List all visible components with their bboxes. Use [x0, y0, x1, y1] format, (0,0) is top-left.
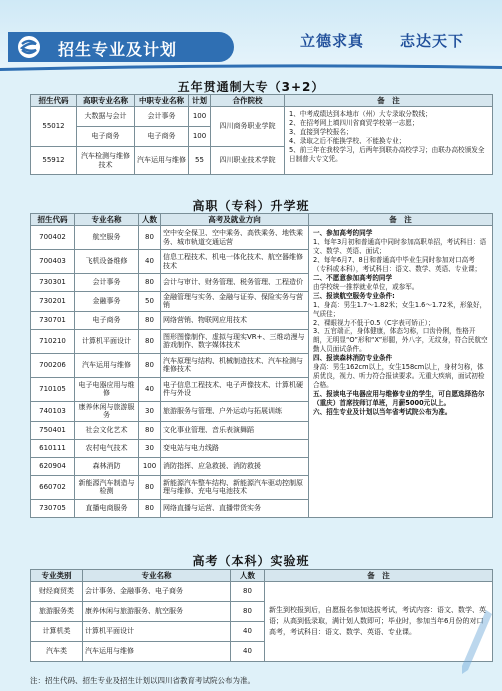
table-row [31, 107, 493, 127]
note-line: 3、五官端正，身体健康，体态匀称，口齿伶俐，性格开朗，无明显“O”形和“X”形腿，外八字，无纹身，符合民航空勤人员面试条件。 [313, 327, 488, 354]
col-header: 高职专业名称 [77, 95, 135, 107]
section3-title: 高考（本科）实验班 [192, 554, 310, 568]
code-cell: 730301 [31, 274, 75, 292]
school-cell: 四川职业技术学院 [211, 147, 285, 175]
slogan-right: 志达天下 [400, 32, 465, 50]
col-header: 人数 [231, 570, 265, 582]
code-cell: 55912 [31, 147, 77, 175]
direction-cell: 新能源汽车整车结构、新能源汽车驱动控制原理与维修、充电与电池技术 [161, 475, 309, 499]
cat-cell: 财经商贸类 [31, 582, 83, 602]
num-cell: 30 [139, 439, 161, 457]
footnote: 注：招生代码、招生专业及招生计划以四川省教育考试院公布为准。 [30, 676, 255, 685]
name-cell: 社会文化艺术 [75, 421, 139, 439]
name-cell: 会计事务 [75, 274, 139, 292]
col-header: 合作院校 [211, 95, 285, 107]
name-cell: 航空服务 [75, 226, 139, 250]
direction-cell: 金融管理与实务、金融与证券、保险实务与营销 [161, 292, 309, 312]
zz-cell: 会计事务 [135, 107, 189, 127]
num-cell: 80 [139, 274, 161, 292]
note-line: 2、在招考网上填四川省商贸学校第一志愿； [289, 118, 419, 127]
code-cell: 730201 [31, 292, 75, 312]
note-line: 一、参加高考的同学 [313, 229, 373, 237]
note-line: 由学校统一推荐就业单位，或参军。 [313, 282, 419, 291]
note-line: 身高：男生162cm以上，女生158cm以上，身材匀称，体质优良，视力、听力符合报读要求。无重大疾病，面试初检合格。 [313, 363, 485, 390]
col-header: 备 注 [285, 95, 493, 107]
direction-cell: 汽车原理与结构、机械制造技术、汽车检测与维修技术 [161, 353, 309, 377]
num-cell: 40 [231, 642, 265, 662]
header-swoosh [0, 62, 502, 72]
plan-cell: 100 [189, 127, 211, 147]
code-cell: 700402 [31, 226, 75, 250]
code-cell: 730705 [31, 499, 75, 517]
name-cell: 新能源汽车制造与检测 [75, 475, 139, 499]
note-line: 3、直接到学校报名； [289, 127, 353, 136]
school-logo-icon [14, 34, 44, 60]
slogan-left: 立德求真 [300, 32, 365, 50]
name-cell: 电子商务 [75, 311, 139, 329]
note-line: 1、每年3月初和普通高中同时参加高职单招，考试科目：语文、数学、英语、面试； [313, 237, 487, 255]
zz-cell: 汽车运用与维修 [135, 147, 189, 175]
direction-cell: 空中安全保卫、空中乘务、高铁乘务、地铁乘务、城市轨道交通运营 [161, 226, 309, 250]
col-header: 人数 [139, 214, 161, 226]
name-cell: 会计事务、金融事务、电子商务 [83, 582, 231, 602]
code-cell: 700403 [31, 250, 75, 274]
num-cell: 80 [139, 311, 161, 329]
section3-note: 新生到校报到后，自愿报名参加选拔考试，考试内容：语文、数学、英语；从高到低录取，满计划人数即可；毕业时，参加当年6月份的对口高考，考试科目：语文、数学、英语、专业课。 [265, 582, 493, 662]
num-cell: 30 [139, 401, 161, 421]
col-header: 招生代码 [31, 95, 77, 107]
num-cell: 80 [231, 582, 265, 602]
num-cell: 80 [231, 602, 265, 622]
num-cell: 40 [139, 250, 161, 274]
undergrad-table [30, 569, 493, 662]
col-header: 备 注 [265, 570, 493, 582]
name-cell: 汽车运用与维修 [83, 642, 231, 662]
num-cell: 80 [139, 499, 161, 517]
direction-cell: 旅游服务与管理、户外运动与拓展训练 [161, 401, 309, 421]
note-line: 五、报读电子电器应用与维修专业的学生，可自愿选择浩尔（重庆）首席技师订单班，月薪5000元以上。 [313, 390, 485, 408]
note-line: 4、录取之后不能换学校、不能换专业； [289, 136, 406, 145]
code-cell: 660702 [31, 475, 75, 499]
code-cell: 710105 [31, 377, 75, 401]
name-cell: 计算机平面设计 [75, 329, 139, 353]
page-title: 招生专业及计划 [58, 40, 178, 59]
section1-title: 五年贯通制大专（3+2） [177, 80, 325, 94]
direction-cell: 图形图像制作、虚拟与现实VR+、三维动漫与游戏制作、数字媒体技术 [161, 329, 309, 353]
code-cell: 740103 [31, 401, 75, 421]
num-cell: 40 [139, 377, 161, 401]
note-line: 二、不愿意参加高考的同学 [313, 273, 393, 282]
pen-decoration-icon [456, 608, 496, 678]
num-cell: 40 [231, 622, 265, 642]
note-line: 5、前三年在我校学习，后两年到联办高校学习；由联办高校颁发全日制普大专文凭。 [289, 145, 485, 163]
hz-cell: 汽车检测与维修技术 [77, 147, 135, 175]
direction-cell: 消防指挥、应急救援、消防救援 [161, 457, 309, 475]
cat-cell: 计算机类 [31, 622, 83, 642]
name-cell: 金融事务 [75, 292, 139, 312]
table-row [31, 582, 493, 602]
direction-cell: 网络直播与运营、直播带货实务 [161, 499, 309, 517]
plan-cell: 55 [189, 147, 211, 175]
col-header: 计划 [189, 95, 211, 107]
col-header: 专业类别 [31, 570, 83, 582]
direction-cell: 文化事业管理、音乐表演舞蹈 [161, 421, 309, 439]
col-header: 高考及就业方向 [161, 214, 309, 226]
name-cell: 农村电气技术 [75, 439, 139, 457]
section2-notes [309, 226, 493, 518]
direction-cell: 信息工程技术、机电一体化技术、航空器维修技术 [161, 250, 309, 274]
note-line: 四、报读森林消防专业条件 [313, 354, 393, 363]
code-cell: 730701 [31, 311, 75, 329]
zz-cell: 电子商务 [135, 127, 189, 147]
num-cell: 80 [139, 329, 161, 353]
num-cell: 80 [139, 353, 161, 377]
note-line: 1、中考成绩达到本地市（州）大专录取分数线； [289, 110, 432, 118]
col-header: 备 注 [309, 214, 493, 226]
code-cell: 750401 [31, 421, 75, 439]
name-cell: 康养休闲与旅游服务 [75, 401, 139, 421]
code-cell: 610111 [31, 439, 75, 457]
num-cell: 80 [139, 226, 161, 250]
code-cell: 55012 [31, 107, 77, 147]
name-cell: 康养休闲与旅游服务、航空服务 [83, 602, 231, 622]
note-line: 三、报读航空服务专业条件: [313, 291, 395, 300]
note-line: 2、裸眼视力不低于0.5（C字表可矫正）； [313, 318, 435, 327]
note-line: 六、招生专业及计划以当年省考试院公布为准。 [313, 408, 452, 417]
col-header: 专业名称 [83, 570, 231, 582]
direction-cell: 电子信息工程技术、电子声像技术、计算机硬件与外设 [161, 377, 309, 401]
school-cell: 四川商务职业学院 [211, 107, 285, 147]
code-cell: 710210 [31, 329, 75, 353]
code-cell: 700206 [31, 353, 75, 377]
table-row [31, 226, 493, 250]
cat-cell: 汽车类 [31, 642, 83, 662]
cat-cell: 旅游服务类 [31, 602, 83, 622]
direction-cell: 变电站与电力线路 [161, 439, 309, 457]
five-year-table [30, 94, 493, 175]
col-header: 招生代码 [31, 214, 75, 226]
num-cell: 50 [139, 292, 161, 312]
num-cell: 100 [139, 457, 161, 475]
col-header: 专业名称 [75, 214, 139, 226]
name-cell: 森林消防 [75, 457, 139, 475]
name-cell: 计算机平面设计 [83, 622, 231, 642]
name-cell: 飞机设备维修 [75, 250, 139, 274]
section1-notes [285, 107, 493, 175]
direction-cell: 网络营销、物联网应用技术 [161, 311, 309, 329]
direction-cell: 会计与审计、财务管理、税务管理、工程造价 [161, 274, 309, 292]
num-cell: 80 [139, 475, 161, 499]
plan-cell: 100 [189, 107, 211, 127]
name-cell: 汽车运用与维修 [75, 353, 139, 377]
col-header: 中职专业名称 [135, 95, 189, 107]
hz-cell: 大数据与会计 [77, 107, 135, 127]
name-cell: 直播电商服务 [75, 499, 139, 517]
note-line: 1、身高：男生1.7～1.82米；女生1.6～1.72米，形象好，气质佳； [313, 300, 487, 318]
vocational-table [30, 213, 493, 518]
name-cell: 电子电器应用与维修 [75, 377, 139, 401]
hz-cell: 电子商务 [77, 127, 135, 147]
code-cell: 620904 [31, 457, 75, 475]
num-cell: 80 [139, 421, 161, 439]
note-line: 2、每年6月7、8日和普通高中毕业生同时参加对口高考（专科或本科），考试科目：语文、数学、英语、专业课； [313, 255, 482, 273]
section2-title: 高职（专科）升学班 [192, 199, 310, 213]
